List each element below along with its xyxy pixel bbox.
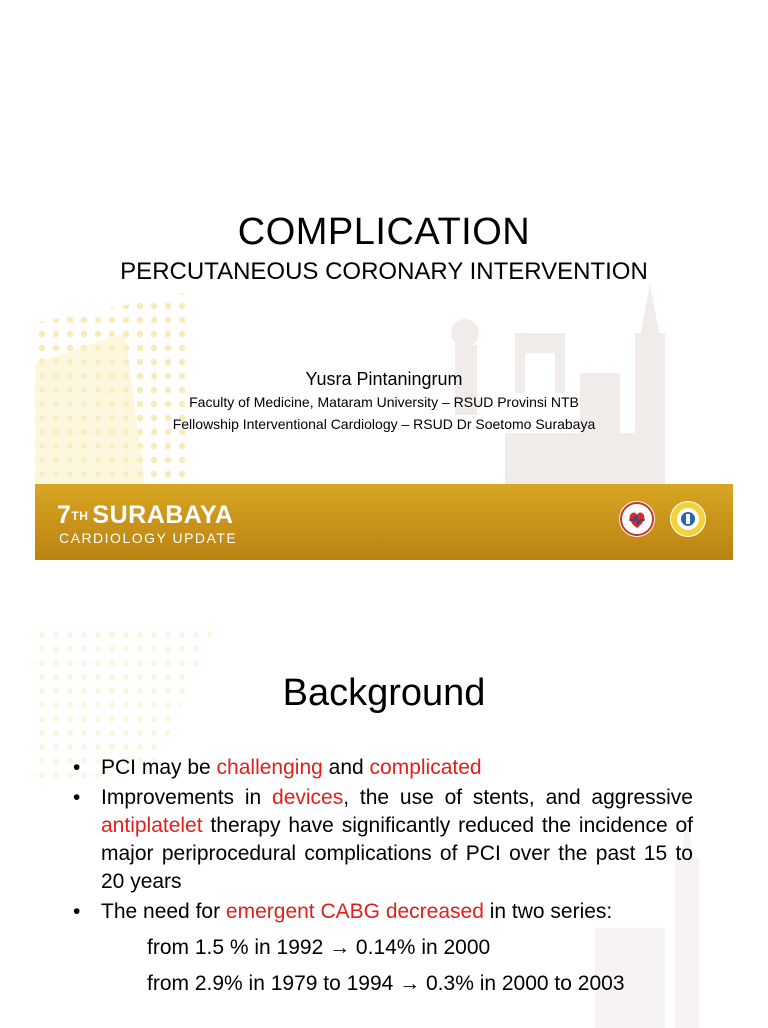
highlight-text: complicated [369,756,482,779]
highlight-text: challenging [216,756,323,779]
university-seal-icon [670,501,706,537]
bullet-text: , the use of stents, and aggressive [343,786,693,809]
slide-subtitle: PERCUTANEOUS CORONARY INTERVENTION [120,258,648,285]
slide-title: COMPLICATION [237,211,531,253]
event-ordinal-number: 7 [57,501,72,529]
bullet-item [73,754,693,782]
bullet-text: PCI may be [101,756,217,779]
highlight-text: emergent CABG decreased [225,900,484,923]
sub-point-2: from 2.9% in 1979 to 1994 → 0.3% in 2000 to 2003 [147,972,625,995]
event-name [57,502,234,528]
bullet-text: in two series: [483,900,613,923]
bullet-text: The need for [101,900,226,923]
event-subtitle: CARDIOLOGY UPDATE [59,530,238,546]
event-ordinal-suffix: TH [71,509,89,523]
bullet-text: Improvements in [101,786,273,809]
event-city: SURABAYA [92,501,234,529]
author-name: Yusra Pintaningrum [305,369,463,389]
bullet-text: and [322,756,370,779]
bullet-dot: • [73,786,81,809]
bullet-dot: • [73,756,81,779]
affiliation-2: Fellowship Interventional Cardiology – RSUD Dr Soetomo Surabaya [172,416,596,432]
background-slide [35,628,733,1028]
bullet-list [73,754,693,928]
highlight-text: antiplatelet [101,814,203,837]
highlight-text: devices [272,786,344,809]
slide-title: Background [282,672,486,714]
bullet-text: therapy have significantly reduced the incidence of major periprocedural complications of PCI over the past 15 to 20 years [101,814,693,893]
sub-point-1: from 1.5 % in 1992 → 0.14% in 2000 [147,936,491,959]
event-banner [35,484,733,560]
bullet-dot: • [73,900,81,923]
perki-logo-icon [619,501,655,537]
bullet-item [73,898,693,926]
title-slide [35,33,733,560]
bullet-item [73,784,693,896]
affiliation-1: Faculty of Medicine, Mataram University – RSUD Provinsi NTB [189,394,579,410]
